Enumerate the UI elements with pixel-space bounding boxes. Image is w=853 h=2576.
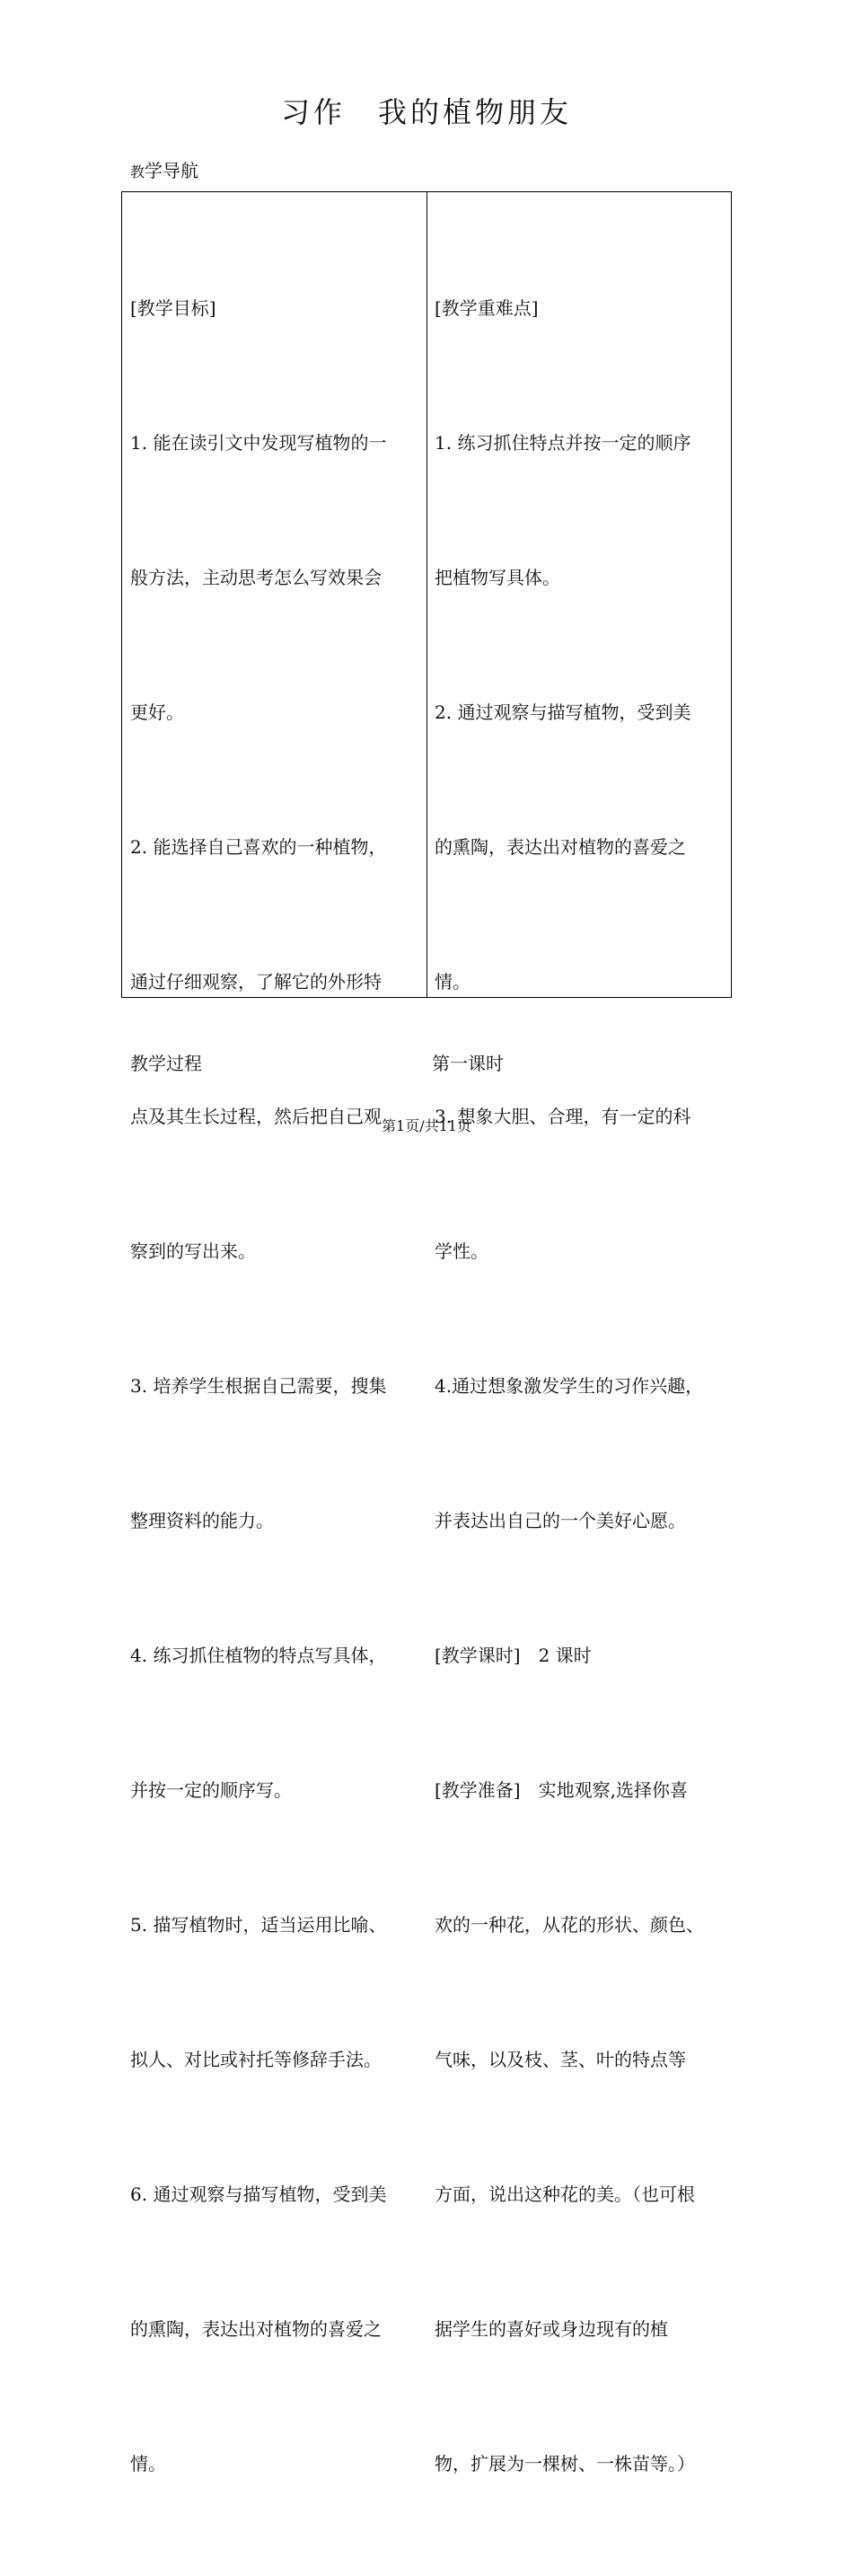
objectives-line: 情。 xyxy=(130,2453,166,2475)
key-points-line: 学性。 xyxy=(435,1240,488,1262)
lesson-period-heading: 第一课时 xyxy=(432,1053,504,1074)
key-points-line: 物，扩展为一棵树、一株苗等。） xyxy=(435,2453,695,2475)
objectives-line: 整理资料的能力。 xyxy=(130,1510,274,1531)
key-points-line: 气味，以及枝、茎、叶的特点等 xyxy=(435,2049,686,2070)
teaching-process-heading: 教学过程 xyxy=(130,1053,202,1074)
key-points-line: 2. 通过观察与描写植物，受到美 xyxy=(435,701,691,723)
key-points-line: 方面，说出这种花的美。（也可根 xyxy=(435,2183,695,2205)
page-title: 习作 我的植物朋友 xyxy=(280,95,572,129)
objectives-line: 察到的写出来。 xyxy=(130,1240,256,1262)
key-points-line: 欢的一种花，从花的形状、颜色、 xyxy=(435,1914,704,1936)
objectives-line: 并按一定的顺序写。 xyxy=(130,1779,292,1801)
objectives-line: 点及其生长过程，然后把自己观 xyxy=(130,1106,382,1127)
key-points-line: 情。 xyxy=(435,971,470,992)
objectives-line: 更好。 xyxy=(130,701,184,723)
heading-rest: 学导航 xyxy=(145,160,199,181)
objectives-column xyxy=(130,196,422,2576)
objectives-line: 3. 培养学生根据自己需要，搜集 xyxy=(130,1375,387,1397)
page-number: 第1页/共11页 xyxy=(382,1117,471,1134)
column-divider xyxy=(426,192,427,997)
key-points-line: 据学生的喜好或身边现有的植 xyxy=(435,2318,668,2340)
heading-first-char: 教 xyxy=(130,163,145,181)
key-points-line: [教学重难点] xyxy=(435,297,539,319)
key-points-line: 3. 想象大胆、合理，有一定的科 xyxy=(435,1106,691,1127)
objectives-line: 的熏陶，表达出对植物的喜爱之 xyxy=(130,2318,382,2340)
objectives-line: 6. 通过观察与描写植物，受到美 xyxy=(130,2183,387,2205)
key-points-line: 4.通过想象激发学生的习作兴趣， xyxy=(435,1375,704,1397)
objectives-line: 2. 能选择自己喜欢的一种植物， xyxy=(130,836,387,858)
section-heading-teaching-guide xyxy=(130,156,198,182)
objectives-line: 般方法，主动思考怎么写效果会 xyxy=(130,567,382,588)
key-points-line: 1. 练习抓住特点并按一定的顺序 xyxy=(435,432,691,454)
objectives-line: 拟人、对比或衬托等修辞手法。 xyxy=(130,2049,382,2070)
objectives-line: 1. 能在读引文中发现写植物的一 xyxy=(130,432,387,454)
key-points-column xyxy=(435,196,731,2576)
key-points-line: 并表达出自己的一个美好心愿。 xyxy=(435,1510,686,1531)
key-points-line: [教学课时] 2 课时 xyxy=(435,1645,592,1666)
objectives-line: 5. 描写植物时，适当运用比喻、 xyxy=(130,1914,387,1936)
objectives-line: 通过仔细观察，了解它的外形特 xyxy=(130,971,382,992)
key-points-line: 的熏陶，表达出对植物的喜爱之 xyxy=(435,836,686,858)
key-points-line: [教学准备] 实地观察,选择你喜 xyxy=(435,1779,688,1801)
objectives-line: [教学目标] xyxy=(130,297,216,319)
objectives-line: 4. 练习抓住植物的特点写具体， xyxy=(130,1645,387,1666)
key-points-line: 把植物写具体。 xyxy=(435,567,560,588)
